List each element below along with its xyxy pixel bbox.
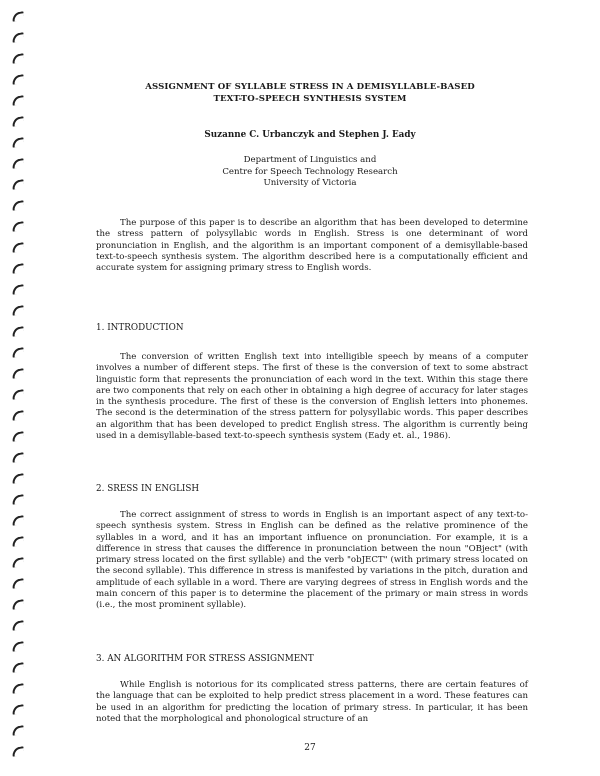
binding-holes bbox=[4, 10, 26, 770]
binding-hole bbox=[11, 704, 24, 715]
binding-hole bbox=[11, 347, 24, 358]
binding-hole bbox=[11, 242, 24, 253]
section-2-body: The correct assignment of stress to words in English is an important aspect of any text-to-speech synthesis system. Stress in English can be defined as the relative prominence of the syllables in a word, and it has an important influence on pronunciation. For example, it is a difference in stress that causes the difference in pronunciation between the noun "OBject" (with primary stress located on the first syllable) and the verb "obJECT" (with primary stress located on the second syllable). This difference in stress is manifested by variations in the pitch, duration and amplitude of each syllable in a word. There are varying degrees of stress in English words and the main concern of this paper is to determine the placement of the primary or main stress in words (i.e., the most prominent syllable). bbox=[96, 510, 528, 611]
binding-hole bbox=[11, 305, 24, 316]
affiliation-line-2: Centre for Speech Technology Research bbox=[222, 166, 398, 177]
binding-hole bbox=[11, 137, 24, 148]
section-3-body: While English is notorious for its complicated stress patterns, there are certain features of the language that can be exploited to help predict stress placement in a word. These features can be used in an algorithm for predicting the location of primary stress. In particular, it has been noted that the morphological and phonological structure of an bbox=[96, 680, 528, 724]
binding-hole bbox=[11, 284, 24, 295]
section-2-heading: 2. SRESS IN ENGLISH bbox=[96, 484, 200, 494]
binding-hole bbox=[11, 116, 24, 127]
binding-hole bbox=[11, 389, 24, 400]
binding-hole bbox=[11, 494, 24, 505]
binding-hole bbox=[11, 515, 24, 526]
authors: Suzanne C. Urbanczyk and Stephen J. Eady bbox=[204, 130, 416, 140]
binding-hole bbox=[11, 368, 24, 379]
section-3-heading: 3. AN ALGORITHM FOR STRESS ASSIGNMENT bbox=[96, 654, 314, 664]
binding-hole bbox=[11, 683, 24, 694]
binding-hole bbox=[11, 578, 24, 589]
binding-hole bbox=[11, 536, 24, 547]
affiliation-line-1: Department of Linguistics and bbox=[243, 155, 377, 165]
abstract: The purpose of this paper is to describe an algorithm that has been developed to determine the stress pattern of polysyllabic words in English. Stress is one determinant of word pronunciation in English, and the algorithm is an important component of a demisyllable-based text-to-speech synthesis system. The algorithm described here is a computationally efficient and accurate system for assigning primary stress to English words. bbox=[96, 218, 528, 274]
section-1-body: The conversion of written English text into intelligible speech by means of a computer involves a number of different steps. The first of these is the conversion of text to some abstract linguistic form that represents the pronunciation of each word in the text. Within this stage there are two components that rely on each other in obtaining a high degree of accuracy for later stages in the synthesis procedure. The first of these is the conversion of English letters into phonemes. The second is the determination of the stress pattern for polysyllabic words. This paper describes an algorithm that has been developed to predict English stress. The algorithm is currently being used in a demisyllable-based text-to-speech synthesis system (Eady et. al., 1986). bbox=[96, 352, 528, 442]
binding-hole bbox=[11, 74, 24, 85]
binding-hole bbox=[11, 200, 24, 211]
binding-hole bbox=[11, 620, 24, 631]
binding-hole bbox=[11, 746, 24, 757]
binding-hole bbox=[11, 725, 24, 736]
binding-hole bbox=[11, 410, 24, 421]
binding-hole bbox=[11, 662, 24, 673]
binding-hole bbox=[11, 221, 24, 232]
binding-hole bbox=[11, 473, 24, 484]
binding-hole bbox=[11, 599, 24, 610]
binding-hole bbox=[11, 452, 24, 463]
binding-hole bbox=[11, 431, 24, 442]
binding-hole bbox=[11, 11, 24, 22]
binding-hole bbox=[11, 263, 24, 274]
affiliation bbox=[150, 155, 470, 190]
paper-title bbox=[100, 81, 520, 105]
binding-hole bbox=[11, 557, 24, 568]
binding-hole bbox=[11, 158, 24, 169]
title-line-2: TEXT-TO-SPEECH SYNTHESIS SYSTEM bbox=[213, 94, 407, 104]
binding-hole bbox=[11, 32, 24, 43]
page-number: 27 bbox=[304, 743, 316, 753]
binding-hole bbox=[11, 95, 24, 106]
binding-hole bbox=[11, 326, 24, 337]
section-1-heading: 1. INTRODUCTION bbox=[96, 323, 184, 333]
binding-hole bbox=[11, 179, 24, 190]
binding-hole bbox=[11, 641, 24, 652]
title-line-1: ASSIGNMENT OF SYLLABLE STRESS IN A DEMISYLLABLE-BASED bbox=[145, 82, 475, 92]
affiliation-line-3: University of Victoria bbox=[263, 178, 357, 188]
binding-hole bbox=[11, 53, 24, 64]
